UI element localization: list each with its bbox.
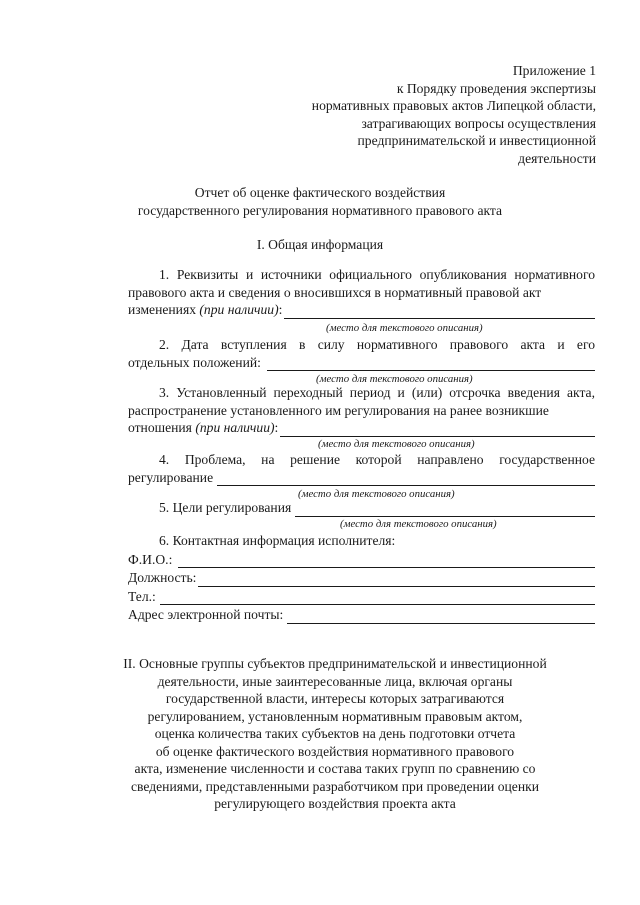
- annex-line: предпринимательской и инвестиционной: [357, 133, 596, 148]
- item-5-input-line[interactable]: [295, 503, 595, 517]
- item-3-suffix: :: [274, 420, 279, 435]
- item-2-input-line[interactable]: [267, 357, 595, 371]
- item-2-last-line: отдельных положений:: [128, 354, 261, 370]
- item-5-field-row: [128, 499, 595, 517]
- item-1-italic: (при наличии): [199, 302, 279, 317]
- item-4-field-row: [128, 469, 595, 487]
- document-title-line-2: государственного регулирования нормативного правового акта: [137, 203, 503, 218]
- annex-line: к Порядку проведения экспертизы: [396, 80, 596, 96]
- section-2-line: регулирующего воздействия проекта акта: [214, 796, 456, 811]
- section-2-line: об оценке фактического воздействия нормативного правового: [155, 743, 515, 759]
- contact-email-input[interactable]: [287, 610, 595, 624]
- contact-position-label: Должность:: [128, 570, 197, 585]
- item-5-label: 5. Цели регулирования: [159, 500, 292, 515]
- item-3-last-line: отношения: [128, 420, 192, 435]
- document-title-line-1: Отчет об оценке фактического воздействия: [194, 185, 446, 200]
- item-1-suffix: :: [278, 302, 283, 317]
- item-1-input-line[interactable]: [284, 305, 595, 319]
- contact-fio-row: [128, 550, 595, 569]
- contact-phone-label: Тел.:: [128, 588, 156, 604]
- item-3: [128, 384, 595, 437]
- item-1-field-row: [128, 301, 595, 319]
- contact-phone-input[interactable]: [160, 591, 595, 605]
- contact-fio-label: Ф.И.О.:: [128, 551, 173, 567]
- section-1-heading: I. Общая информация: [256, 237, 384, 252]
- item-1-text: 1. Реквизиты и источники официального опубликования нормативного правового акта и сведения о вносившихся в нормативный правовой акт: [128, 267, 595, 300]
- section-2-line: сведениями, представленными разработчиком при проведении оценки: [131, 778, 539, 794]
- contact-email-row: [128, 605, 595, 624]
- contact-position-row: [128, 568, 595, 587]
- annex-header: [266, 62, 596, 167]
- item-6: [128, 532, 595, 624]
- item-2-field-row: [128, 354, 595, 372]
- item-4-last-line: регулирование: [128, 469, 214, 485]
- section-2-heading: [80, 655, 590, 813]
- item-3-field-row: [128, 419, 595, 437]
- annex-line: затрагивающих вопросы осуществления: [361, 115, 596, 131]
- section-2-line: деятельности, иные заинтересованные лица, включая органы: [157, 673, 513, 689]
- annex-line: Приложение 1: [512, 63, 596, 78]
- contact-email-label: Адрес электронной почты:: [128, 607, 284, 622]
- item-4-text: 4. Проблема, на решение которой направлено государственное: [159, 452, 595, 467]
- item-2-hint: (место для текстового описания): [316, 373, 473, 385]
- item-4-input-line[interactable]: [217, 472, 595, 486]
- item-5: [128, 499, 595, 517]
- item-2: [128, 336, 595, 371]
- contact-phone-row: [128, 587, 595, 606]
- contact-position-input[interactable]: [198, 573, 595, 587]
- section-2-line: регулированием, установленным нормативным правовым актом,: [147, 708, 523, 724]
- item-6-label: 6. Контактная информация исполнителя:: [159, 533, 396, 548]
- annex-line: нормативных правовых актов Липецкой области,: [311, 98, 596, 113]
- item-2-text: 2. Дата вступления в силу нормативного правового акта и его: [159, 337, 595, 352]
- section-2-line: государственной власти, интересы которых затрагиваются: [165, 691, 505, 706]
- item-3-input-line[interactable]: [280, 423, 595, 437]
- section-2-line: акта, изменение численности и состава таких групп по сравнению со: [134, 761, 536, 776]
- item-5-hint: (место для текстового описания): [340, 518, 497, 530]
- item-1: [128, 266, 595, 319]
- item-3-text: 3. Установленный переходный период и (или) отсрочка введения акта, распространение установленного им регулирования на ранее возникшие: [128, 385, 595, 418]
- item-4: [128, 451, 595, 486]
- section-2-line: II. Основные группы субъектов предпринимательской и инвестиционной: [123, 656, 547, 671]
- item-3-hint: (место для текстового описания): [318, 438, 475, 450]
- item-4-hint: (место для текстового описания): [298, 488, 455, 500]
- contact-fio-input[interactable]: [178, 554, 595, 568]
- section-2-line: оценка количества таких субъектов на день подготовки отчета: [154, 726, 516, 741]
- item-1-hint: (место для текстового описания): [326, 322, 483, 334]
- annex-line: деятельности: [518, 150, 596, 166]
- item-3-italic: (при наличии): [195, 420, 275, 435]
- item-1-last-line: изменениях: [128, 302, 196, 317]
